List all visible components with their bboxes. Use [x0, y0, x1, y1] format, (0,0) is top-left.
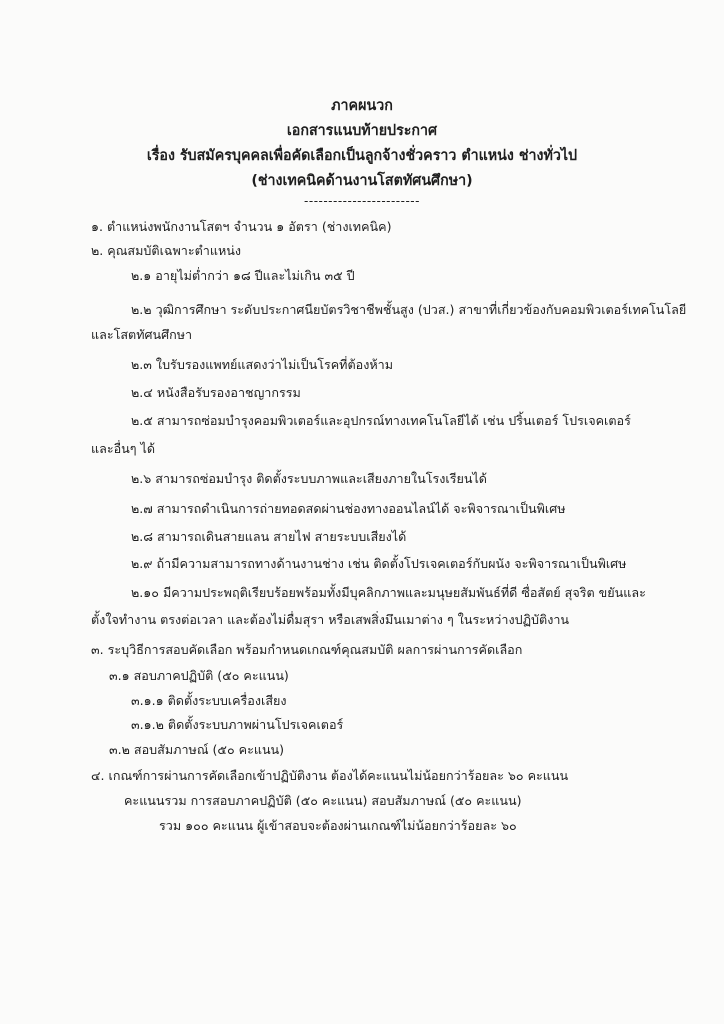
section-3: ๓. ระบุวิธีการสอบคัดเลือก พร้อมกำหนดเกณฑ์คุณสมบัติ ผลการผ่านการคัดเลือก	[91, 642, 523, 657]
section-1: ๑. ตำแหน่งพนักงานโสตฯ จำนวน ๑ อัตรา (ช่างเทคนิค)	[91, 219, 392, 234]
document-sub-subject: (ช่างเทคนิคด้านงานโสตทัศนศึกษา)	[251, 173, 473, 189]
item-2-1: ๒.๑ อายุไม่ต่ำกว่า ๑๘ ปีและไม่เกิน ๓๕ ปี	[131, 268, 355, 283]
item-2-8: ๒.๘ สามารถเดินสายแลน สายไฟ สายระบบเสียงได้	[131, 529, 407, 544]
item-3-1-2: ๓.๑.๒ ติดตั้งระบบภาพผ่านโปรเจคเตอร์	[131, 717, 344, 732]
item-2-4: ๒.๔ หนังสือรับรองอาชญากรรม	[131, 385, 301, 400]
item-2-2-line-2: และโสตทัศนศึกษา	[91, 327, 193, 342]
item-2-10-line-2: ตั้งใจทำงาน ตรงต่อเวลา และต้องไม่ดื่มสุรา หรือเสพสิ่งมึนเมาต่าง ๆ ในระหว่างปฏิบัติงาน	[91, 612, 570, 627]
item-2-5-line-1: ๒.๕ สามารถซ่อมบำรุงคอมพิวเตอร์และอุปกรณ์ทางเทคโนโลยีได้ เช่น ปริ้นเตอร์ โปรเจคเตอร์	[131, 413, 631, 428]
document-subject: เรื่อง รับสมัครบุคคลเพื่อคัดเลือกเป็นลูกจ้างชั่วคราว ตำแหน่ง ช่างทั่วไป	[146, 148, 578, 164]
item-2-2-line-1: ๒.๒ วุฒิการศึกษา ระดับประกาศนียบัตรวิชาชีพชั้นสูง (ปวส.) สาขาที่เกี่ยวข้องกับคอมพิวเตอร์เทคโนโลยี	[131, 302, 687, 317]
section-4: ๔. เกณฑ์การผ่านการคัดเลือกเข้าปฏิบัติงาน ต้องได้คะแนนไม่น้อยกว่าร้อยละ ๖๐ คะแนน	[91, 768, 569, 783]
item-2-10-line-1: ๒.๑๐ มีความประพฤติเรียบร้อยพร้อมทั้งมีบุคลิกภาพและมนุษยสัมพันธ์ที่ดี ซื่อสัตย์ สุจริต ขยันและ	[131, 585, 646, 600]
section-2: ๒. คุณสมบัติเฉพาะตำแหน่ง	[91, 243, 242, 258]
document-subtitle: เอกสารแนบท้ายประกาศ	[286, 123, 438, 139]
separator-line: ------------------------	[304, 194, 420, 208]
item-2-3: ๒.๓ ใบรับรองแพทย์แสดงว่าไม่เป็นโรคที่ต้องห้าม	[131, 357, 394, 372]
section-4-line-3: รวม ๑๐๐ คะแนน ผู้เข้าสอบจะต้องผ่านเกณฑ์ไม่น้อยกว่าร้อยละ ๖๐	[159, 818, 517, 833]
item-3-2: ๓.๒ สอบสัมภาษณ์ (๕๐ คะแนน)	[109, 742, 285, 757]
item-3-1: ๓.๑ สอบภาคปฏิบัติ (๕๐ คะแนน)	[109, 668, 289, 683]
section-4-line-2: คะแนนรวม การสอบภาคปฏิบัติ (๕๐ คะแนน) สอบสัมภาษณ์ (๕๐ คะแนน)	[124, 793, 522, 808]
item-2-7: ๒.๗ สามารถดำเนินการถ่ายทอดสดผ่านช่องทางออนไลน์ได้ จะพิจารณาเป็นพิเศษ	[131, 501, 566, 516]
item-2-9: ๒.๙ ถ้ามีความสามารถทางด้านงานช่าง เช่น ติดตั้งโปรเจคเตอร์กับผนัง จะพิจารณาเป็นพิเศษ	[131, 556, 627, 571]
document-title: ภาคผนวก	[331, 98, 393, 114]
item-3-1-1: ๓.๑.๑ ติดตั้งระบบเครื่องเสียง	[131, 693, 287, 708]
item-2-6: ๒.๖ สามารถซ่อมบำรุง ติดตั้งระบบภาพและเสียงภายในโรงเรียนได้	[131, 471, 487, 486]
item-2-5-line-2: และอื่นๆ ได้	[91, 441, 156, 456]
